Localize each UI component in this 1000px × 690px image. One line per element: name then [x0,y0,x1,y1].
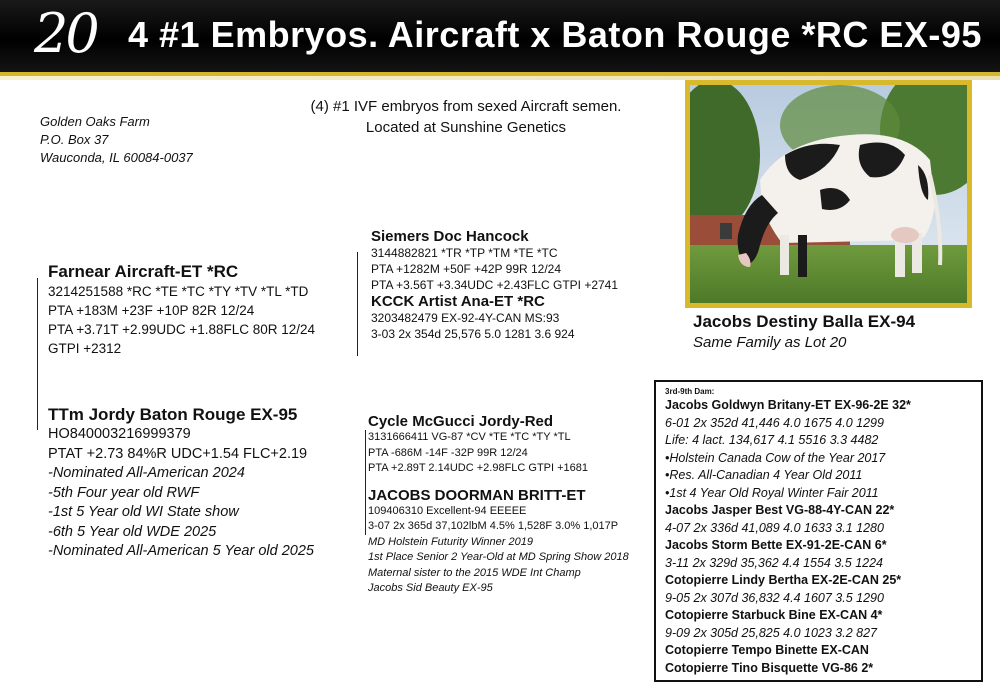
ancestor-record: Life: 4 lact. 134,617 4.1 5516 3.3 4482 [665,433,879,447]
dam-dam-name: JACOBS DOORMAN BRITT-ET [368,486,586,504]
cow-photo [690,85,967,303]
dam-dam-line: 109406310 Excellent-94 EEEEE [368,504,527,517]
sire-sire-connector-line [357,252,358,356]
dam-dam-note: MD Holstein Futurity Winner 2019 [368,535,533,548]
ancestor-record: 6-01 2x 352d 41,446 4.0 1675 4.0 1299 [665,415,884,430]
ancestor-name: Cotopierre Tino Bisquette VG-86 2* [665,660,874,675]
ancestor-record: •Holstein Canada Cow of the Year 2017 [665,450,886,465]
description-line2: Located at Sunshine Genetics [365,119,567,136]
dam-line: PTAT +2.73 84%R UDC+1.54 FLC+2.19 [48,445,308,462]
sire-sire-line: PTA +3.56T +3.34UDC +2.43FLC GTPI +2741 [371,278,619,292]
sire-dam-line: 3203482479 EX-92-4Y-CAN MS:93 [371,311,560,325]
lot-description [286,96,646,138]
ancestor-name: Cotopierre Starbuck Bine EX-CAN 4* [665,608,883,622]
dam-sire-line: 3131666411 VG-87 *CV *TE *TC *TY *TL [368,431,571,443]
lot-title: 4 #1 Embryos. Aircraft x Baton Rouge *RC EX-95 [128,14,982,55]
header-banner [0,0,1000,76]
dam-dam-note: Maternal sister to the 2015 WDE Int Champ [368,566,581,579]
dam-dam-note: Jacobs Sid Beauty EX-95 [368,582,493,594]
ancestor-name: Jacobs Goldwyn Britany-ET EX-96-2E 32* [665,398,911,412]
ancestor-record: 4-07 2x 336d 41,089 4.0 1633 3.1 1280 [665,520,884,535]
dam-achievement: -6th 5 Year old WDE 2025 [48,523,217,540]
extended-pedigree-heading: 3rd-9th Dam: [665,387,715,396]
dam-sire-name: Cycle McGucci Jordy-Red [368,413,554,430]
extended-pedigree-box [654,380,983,682]
sire-sire-line: PTA +1282M +50F +42P 99R 12/24 [371,262,562,276]
ancestor-name: Jacobs Jasper Best VG-88-4Y-CAN 22* [665,503,895,517]
ancestor-name: Cotopierre Lindy Bertha EX-2E-CAN 25* [665,573,902,587]
sire-connector-line [37,278,38,430]
dam-block [48,405,314,562]
consignor-address-line1: P.O. Box 37 [40,132,109,147]
sire-line: PTA +3.71T +2.99UDC +1.88FLC 80R 12/24 [48,322,316,337]
sire-line: 3214251588 *RC *TE *TC *TY *TV *TL *TD [48,284,309,299]
dam-name: TTm Jordy Baton Rouge EX-95 [48,405,298,424]
dam-dam-line: 3-07 2x 365d 37,102lbM 4.5% 1,528F 3.0% 1,017P [368,520,619,532]
dam-achievement: -1st 5 Year old WI State show [48,504,239,520]
sire-line: PTA +183M +23F +10P 82R 12/24 [48,303,255,318]
dam-dam-note: 1st Place Senior 2 Year-Old at MD Spring Show 2018 [368,551,629,563]
dam-parents-block [368,413,629,597]
dam-achievement: -5th Four year old RWF [48,484,200,501]
consignor-address [40,113,193,167]
sire-line: GTPI +2312 [48,341,122,356]
ancestor-record: 3-11 2x 329d 35,362 4.4 1554 3.5 1224 [665,555,884,570]
photo-caption: Jacobs Destiny Balla EX-94 [693,312,916,331]
dam-achievement: -Nominated All-American 5 Year old 2025 [48,543,314,559]
ancestor-name: Cotopierre Tempo Binette EX-CAN [665,643,869,657]
dam-sire-line: PTA -686M -14F -32P 99R 12/24 [368,446,528,459]
description-line1: (4) #1 IVF embryos from sexed Aircraft semen. [310,98,622,115]
extended-pedigree-list [665,397,972,677]
dam-sire-line: PTA +2.89T 2.14UDC +2.98FLC GTPI +1681 [368,462,589,474]
dam-sire-connector-line [365,430,366,535]
consignor-address-line2: Wauconda, IL 60084-0037 [40,150,193,165]
sire-parents-block [371,228,618,342]
sire-name: Farnear Aircraft-ET *RC [48,262,239,281]
dam-line: HO840003216999379 [48,426,191,442]
dam-achievement: -Nominated All-American 2024 [48,465,245,481]
sire-sire-name: Siemers Doc Hancock [371,228,529,245]
ancestor-record: 9-09 2x 305d 25,825 4.0 1023 3.2 827 [665,625,877,640]
sire-dam-line: 3-03 2x 354d 25,576 5.0 1281 3.6 924 [371,327,575,341]
sire-block [48,262,315,358]
sire-sire-line: 3144882821 *TR *TP *TM *TE *TC [371,246,558,260]
lot-number: 20 [34,2,97,65]
ancestor-record: 9-05 2x 307d 36,832 4.4 1607 3.5 1290 [665,590,884,605]
sire-dam-name: KCCK Artist Ana-ET *RC [371,293,545,310]
ancestor-name: Jacobs Storm Bette EX-91-2E-CAN 6* [665,538,887,552]
ancestor-record: •1st 4 Year Old Royal Winter Fair 2011 [665,485,879,500]
consignor-name: Golden Oaks Farm [40,114,150,129]
ancestor-record: •Res. All-Canadian 4 Year Old 2011 [665,468,863,482]
photo-subcaption: Same Family as Lot 20 [693,334,847,351]
cow-photo-frame [685,80,972,308]
